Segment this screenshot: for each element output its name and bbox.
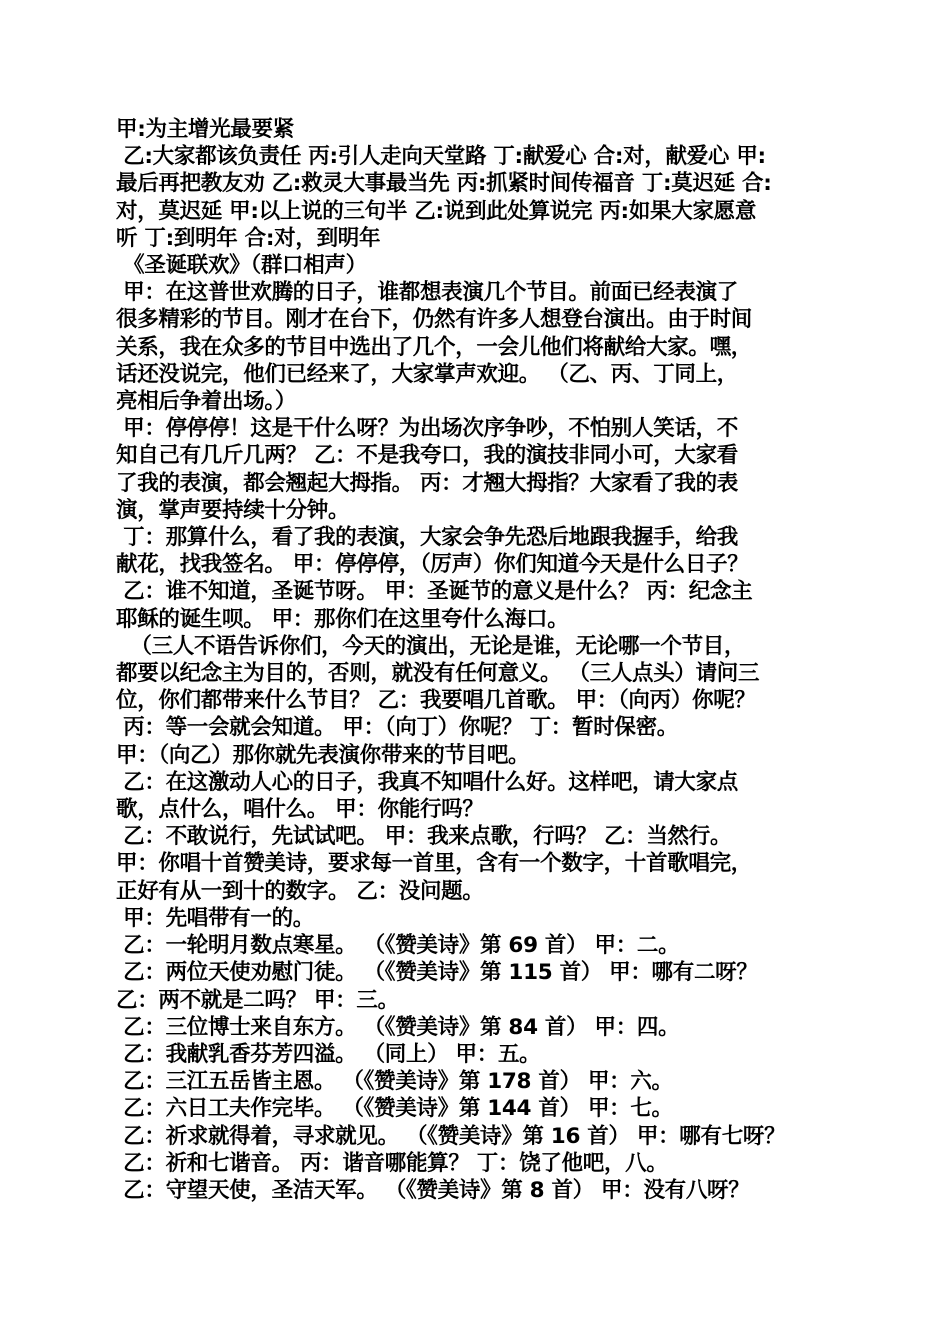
- text-line: 甲:为主增光最要紧: [116, 117, 294, 142]
- text-line: 位，你们都带来什么节目？ 乙：我要唱几首歌。 甲：（向丙）你呢？: [116, 688, 756, 714]
- text-line: 对，莫迟延 甲:以上说的三句半 乙:说到此处算说完 丙:如果大家愿意: [116, 198, 757, 224]
- text-line: 乙：一轮明月数点寒星。 （《赞美诗》第 69 首） 甲：二。: [116, 933, 680, 959]
- text-line: 正好有从一到十的数字。 乙：没问题。: [116, 878, 484, 904]
- text-line: 丙：等一会就会知道。 甲：（向丁）你呢？ 丁：暂时保密。: [116, 715, 679, 741]
- text-line: 丁：那算什么，看了我的表演，大家会争先恐后地跟我握手，给我: [116, 525, 738, 551]
- text-line: 乙:大家都该负责任 丙:引人走向天堂路 丁:献爱心 合:对，献爱心 甲:: [116, 144, 766, 170]
- text-line: 乙：三位博士来自东方。 （《赞美诗》第 84 首） 甲：四。: [116, 1014, 680, 1040]
- text-line: 最后再把教友劝 乙:救灵大事最当先 丙:抓紧时间传福音 丁:莫迟延 合:: [116, 171, 772, 197]
- text-line: 关系，我在众多的节目中选出了几个，一会儿他们将献给大家。嘿，: [116, 334, 753, 360]
- text-line: 乙：不敢说行，先试试吧。 甲：我来点歌，行吗？ 乙：当然行。: [116, 824, 732, 850]
- text-line: 乙：两不就是二吗？ 甲：三。: [116, 987, 399, 1013]
- text-line: 甲：你唱十首赞美诗，要求每一首里，含有一个数字，十首歌唱完，: [116, 851, 753, 877]
- document-body: [116, 116, 856, 1204]
- text-line: 甲：（向乙）那你就先表演你带来的节目吧。: [116, 742, 530, 768]
- text-line: 乙：在这激动人心的日子，我真不知唱什么好。这样吧，请大家点: [116, 769, 738, 795]
- text-line: 乙：谁不知道，圣诞节呀。 甲：圣诞节的意义是什么？ 丙：纪念主: [116, 579, 753, 605]
- text-line: 乙：祈和七谐音。 丙：谐音哪能算？ 丁：饶了他吧，八。: [116, 1150, 668, 1176]
- text-line: 乙：六日工夫作完毕。 （《赞美诗》第 144 首） 甲：七。: [116, 1096, 673, 1122]
- text-line: 话还没说完，他们已经来了，大家掌声欢迎。 （乙、丙、丁同上，: [116, 361, 738, 387]
- text-line: 很多精彩的节目。刚才在台下，仍然有许多人想登台演出。由于时间: [116, 307, 753, 333]
- text-line: 乙：我献乳香芬芳四溢。 （同上） 甲：五。: [116, 1041, 541, 1067]
- text-line: 歌，点什么，唱什么。 甲：你能行吗？: [116, 797, 484, 823]
- text-line: 都要以纪念主为目的，否则，就没有任何意义。 （三人点头）请问三: [116, 661, 760, 687]
- text-line: 甲：先唱带有一的。: [116, 905, 314, 931]
- text-line: 亮相后争着出场。）: [116, 389, 297, 415]
- text-line: 了我的表演，都会翘起大拇指。 丙：才翘大拇指？大家看了我的表: [116, 470, 738, 496]
- text-line: 甲：在这普世欢腾的日子，谁都想表演几个节目。前面已经表演了: [116, 280, 738, 306]
- text-line: 乙：守望天使，圣洁天军。 （《赞美诗》第 8 首） 甲：没有八呀？: [116, 1177, 750, 1203]
- text-line: 知自己有几斤几两？ 乙：不是我夸口，我的演技非同小可，大家看: [116, 443, 738, 469]
- text-line: 乙：三江五岳皆主恩。 （《赞美诗》第 178 首） 甲：六。: [116, 1069, 673, 1095]
- text-line: （三人不语告诉你们，今天的演出，无论是谁，无论哪一个节目，: [116, 633, 746, 659]
- text-line: 听 丁:到明年 合:对，到明年: [116, 225, 381, 251]
- text-line: 耶稣的诞生呗。 甲：那你们在这里夸什么海口。: [116, 606, 569, 632]
- text-line: 演，掌声要持续十分钟。: [116, 497, 350, 523]
- text-line: 甲：停停停！这是干什么呀？为出场次序争吵，不怕别人笑话，不: [116, 416, 738, 442]
- section-title: 《圣诞联欢》（群口相声）: [116, 253, 367, 279]
- text-line: 乙：祈求就得着，寻求就见。 （《赞美诗》第 16 首） 甲：哪有七呀？: [116, 1123, 786, 1149]
- text-line: 献花，找我签名。 甲：停停停，（厉声）你们知道今天是什么日子？: [116, 552, 749, 578]
- text-line: 乙：两位天使劝慰门徒。 （《赞美诗》第 115 首） 甲：哪有二呀？: [116, 960, 758, 986]
